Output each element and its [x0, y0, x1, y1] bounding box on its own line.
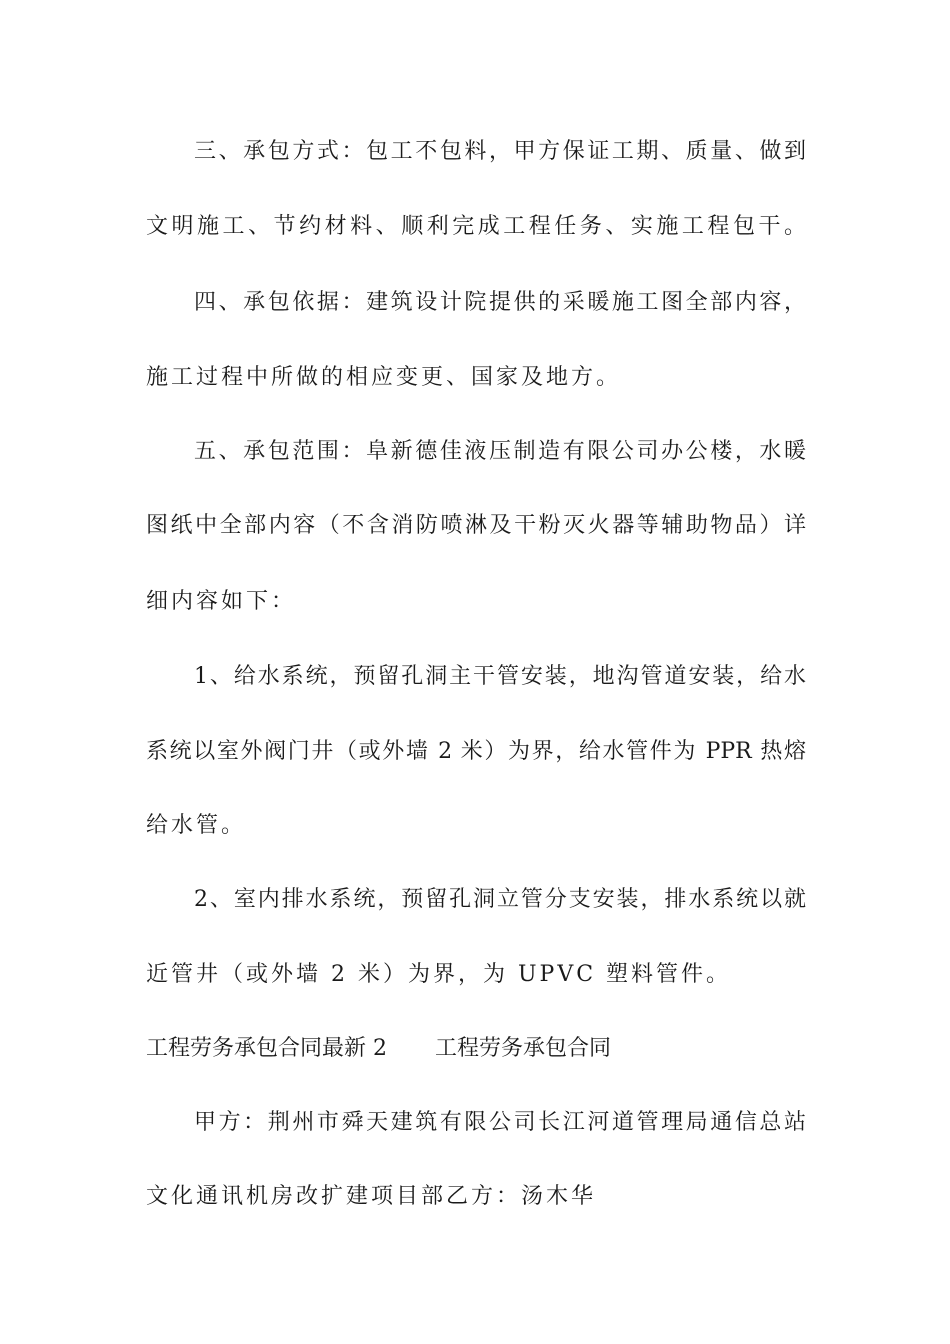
- paragraph-line: 系统以室外阀门井（或外墙 2 米）为界，给水管件为 PPR 热熔: [146, 739, 806, 764]
- paragraph-line: 给水管。: [146, 813, 247, 838]
- party-a-line: 甲方：荆州市舜天建筑有限公司长江河道管理局通信总站: [194, 1110, 806, 1135]
- paragraph-line: 三、承包方式：包工不包料，甲方保证工期、质量、做到: [194, 139, 806, 164]
- section-heading: [146, 1034, 806, 1064]
- heading-right: 工程劳务承包合同: [435, 1036, 612, 1061]
- paragraph-line: 文明施工、节约材料、顺利完成工程任务、实施工程包干。: [146, 214, 806, 239]
- paragraph-line: 细内容如下：: [146, 589, 297, 614]
- paragraph-line: 施工过程中所做的相应变更、国家及地方。: [146, 365, 622, 390]
- paragraph-line: 四、承包依据：建筑设计院提供的采暖施工图全部内容，: [194, 290, 806, 315]
- paragraph-line: 近管井（或外墙 2 米）为界，为 UPVC 塑料管件。: [146, 962, 732, 987]
- paragraph-line: 图纸中全部内容（不含消防喷淋及干粉灭火器等辅助物品）详: [146, 513, 806, 538]
- heading-left: 工程劳务承包合同最新 2: [146, 1036, 387, 1061]
- paragraph-line: 五、承包范围：阜新德佳液压制造有限公司办公楼，水暖: [194, 439, 806, 464]
- paragraph-line: 1、给水系统，预留孔洞主干管安装，地沟管道安装，给水: [194, 664, 806, 689]
- party-a-line: 文化通讯机房改扩建项目部乙方：汤木华: [146, 1184, 597, 1209]
- paragraph-line: 2、室内排水系统，预留孔洞立管分支安装，排水系统以就: [194, 887, 806, 912]
